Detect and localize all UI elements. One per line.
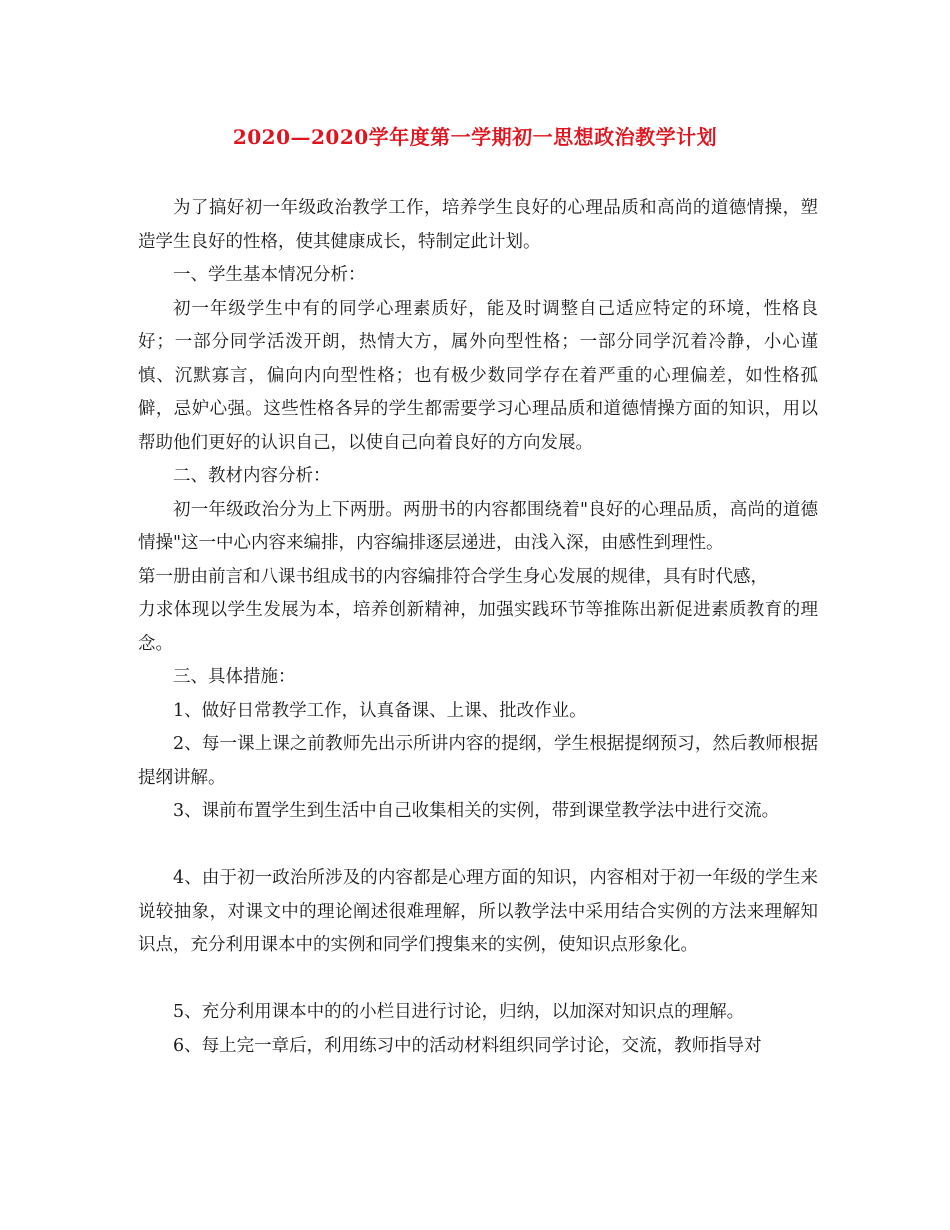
measure-item-1: 1、做好日常教学工作，认真备课、上课、批改作业。: [173, 700, 587, 721]
section-heading-materials: 二、教材内容分析：: [173, 466, 331, 486]
document-title: 2020—2020学年度第一学期初一思想政治教学计划: [232, 125, 718, 149]
document-body: [138, 192, 818, 1063]
section-heading-students: 一、学生基本情况分析：: [173, 265, 366, 285]
measure-item-5: 5、充分利用课本中的的小栏目进行讨论，归纳，以加深对知识点的理解。: [173, 1002, 745, 1022]
materials-line-3: 力求体现以学生发展为本，培养创新精神，加强实践环节等推陈出新促进素质教育的理念。: [138, 600, 818, 654]
students-paragraph: 初一年级学生中有的同学心理素质好，能及时调整自己适应特定的环境，性格良好；一部分同学活泼开朗，热情大方，属外向型性格；一部分同学沉着冷静，小心谨慎、沉默寡言，偏向内向型性格；也有极少数同学存在着严重的心理偏差，如性格孤僻，忌妒心强。这些性格各异的学生都需要学习心理品质和道德情操方面的知识，用以帮助他们更好的认识自己，以使自己向着良好的方向发展。: [138, 298, 818, 453]
measure-item-2: 2、每一课上课之前教师先出示所讲内容的提纲，学生根据提纲预习，然后教师根据提纲讲解。: [138, 734, 818, 788]
measure-item-4: 4、由于初一政治所涉及的内容都是心理方面的知识，内容相对于初一年级的学生来说较抽象，对课文中的理论阐述很难理解，所以教学法中采用结合实例的方法来理解知识点，充分利用课本中的实例和同学们搜集来的实例，使知识点形象化。: [138, 868, 818, 955]
intro-paragraph: 为了搞好初一年级政治教学工作，培养学生良好的心理品质和高尚的道德情操，塑造学生良好的性格，使其健康成长，特制定此计划。: [138, 198, 818, 252]
materials-line-2: 第一册由前言和八课书组成书的内容编排符合学生身心发展的规律，具有时代感，: [138, 566, 768, 587]
section-heading-measures: 三、具体措施：: [173, 667, 296, 687]
materials-paragraph: 初一年级政治分为上下两册。两册书的内容都围绕着"良好的心理品质，高尚的道德情操"这一中心内容来编排，内容编排逐层递进，由浅入深，由感性到理性。: [138, 499, 818, 553]
measure-item-6: 6、每上完一章后，利用练习中的活动材料组织同学讨论，交流，教师指导对: [173, 1035, 762, 1056]
measure-item-3: 3、课前布置学生到生活中自己收集相关的实例，带到课堂教学法中进行交流。: [173, 801, 780, 821]
